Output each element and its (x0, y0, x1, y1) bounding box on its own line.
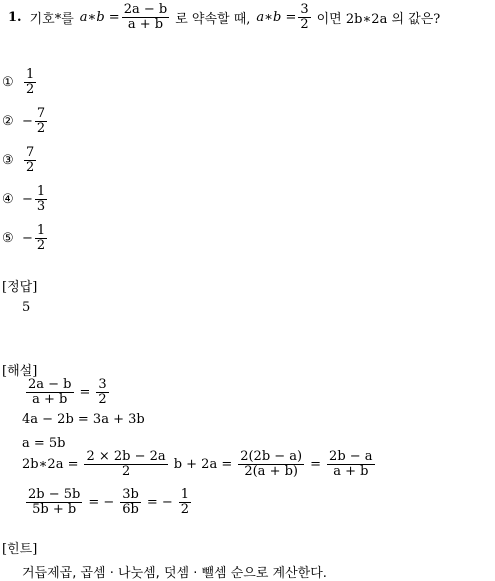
choice-sign: − (22, 231, 33, 246)
solution-line-2: 4a − 2b = 3a + 3b (22, 412, 145, 427)
definition-numerator: 2a − b (123, 2, 168, 17)
fraction-numerator: 2(2b − a) (240, 449, 303, 464)
choice-fraction (35, 224, 47, 253)
solution-fraction (120, 488, 141, 517)
solution-label: [해설] (2, 364, 38, 379)
choice-numerator: 1 (36, 223, 46, 238)
solution-line-1 (24, 378, 111, 407)
choice-fraction (24, 146, 36, 175)
question-line (8, 3, 440, 32)
question-number: 1. (8, 10, 22, 25)
definition-denominator: a + b (127, 17, 164, 32)
choice-denominator: 2 (36, 121, 46, 136)
answer-label: [정답] (2, 280, 38, 295)
fraction-denominator: 2 (121, 464, 131, 479)
solution-fraction (26, 378, 74, 407)
choice-mark: ⑤ (2, 231, 14, 246)
choice-mark: ③ (2, 153, 14, 168)
fraction-denominator: 5b + b (32, 502, 77, 517)
solution-line-4 (22, 450, 377, 479)
question-tail: 이면 2b∗2a 의 값은? (316, 12, 441, 27)
choice-1[interactable] (2, 68, 38, 97)
solution-lhs: 2b∗2a = (22, 457, 79, 472)
choice-fraction (35, 107, 47, 136)
fraction-denominator: 6b (122, 502, 139, 517)
solution-fraction (84, 450, 167, 479)
choice-denominator: 2 (26, 160, 35, 175)
choice-denominator: 3 (36, 199, 46, 214)
solution-line-5 (24, 488, 193, 517)
choice-denominator: 2 (26, 82, 35, 97)
solution-fraction (238, 450, 304, 479)
choice-mark: ① (2, 75, 14, 90)
fraction-numerator: 3b (122, 487, 139, 502)
fraction-denominator: 2 (180, 502, 190, 517)
fraction-denominator: a + b (333, 464, 369, 479)
choice-numerator: 7 (36, 106, 46, 121)
choice-fraction (35, 185, 47, 214)
fraction-numerator: 2 × 2b − 2a (86, 449, 166, 464)
condition-numerator: 3 (300, 2, 309, 17)
choice-sign: − (22, 114, 33, 129)
choice-sign: − (22, 192, 33, 207)
condition-lhs: a∗b = (256, 10, 297, 25)
answer-value: 5 (22, 300, 31, 315)
hint-label: [힌트] (2, 542, 38, 557)
condition-fraction (298, 3, 310, 32)
fraction-numerator: 2b − 5b (28, 487, 81, 502)
choice-5[interactable] (2, 224, 49, 253)
definition-lhs: a∗b = (79, 10, 120, 25)
solution-mid: b + 2a = (173, 457, 233, 472)
solution-fraction (26, 488, 82, 517)
condition-denominator: 2 (300, 17, 309, 32)
solution-fraction (96, 378, 108, 407)
solution-fraction (179, 488, 191, 517)
fraction-numerator: 3 (98, 377, 107, 392)
definition-fraction (122, 3, 170, 32)
choice-numerator: 7 (26, 145, 35, 160)
question-intro: 기호*를 (29, 12, 74, 27)
fraction-denominator: 2 (98, 392, 107, 407)
question-mid: 로 약속할 때, (175, 12, 251, 27)
fraction-numerator: 1 (180, 487, 190, 502)
choice-4[interactable] (2, 185, 49, 214)
solution-fraction (327, 450, 375, 479)
equals-sign: = (310, 457, 322, 472)
choice-2[interactable] (2, 107, 49, 136)
choice-denominator: 2 (36, 238, 46, 253)
equals-sign: = − (88, 495, 115, 510)
fraction-numerator: 2b − a (329, 449, 373, 464)
choice-numerator: 1 (36, 184, 46, 199)
fraction-numerator: 2a − b (28, 377, 72, 392)
choice-mark: ② (2, 114, 14, 129)
solution-line-3: a = 5b (22, 436, 66, 451)
hint-text: 거듭제곱, 곱셈 · 나눗셈, 덧셈 · 뺄셈 순으로 계산한다. (22, 566, 327, 581)
choice-3[interactable] (2, 146, 38, 175)
equals-sign: = (79, 385, 91, 400)
choice-fraction (24, 68, 36, 97)
equals-sign: = − (146, 495, 173, 510)
fraction-denominator: a + b (32, 392, 68, 407)
fraction-denominator: 2(a + b) (244, 464, 298, 479)
choice-numerator: 1 (26, 67, 35, 82)
choice-mark: ④ (2, 192, 14, 207)
